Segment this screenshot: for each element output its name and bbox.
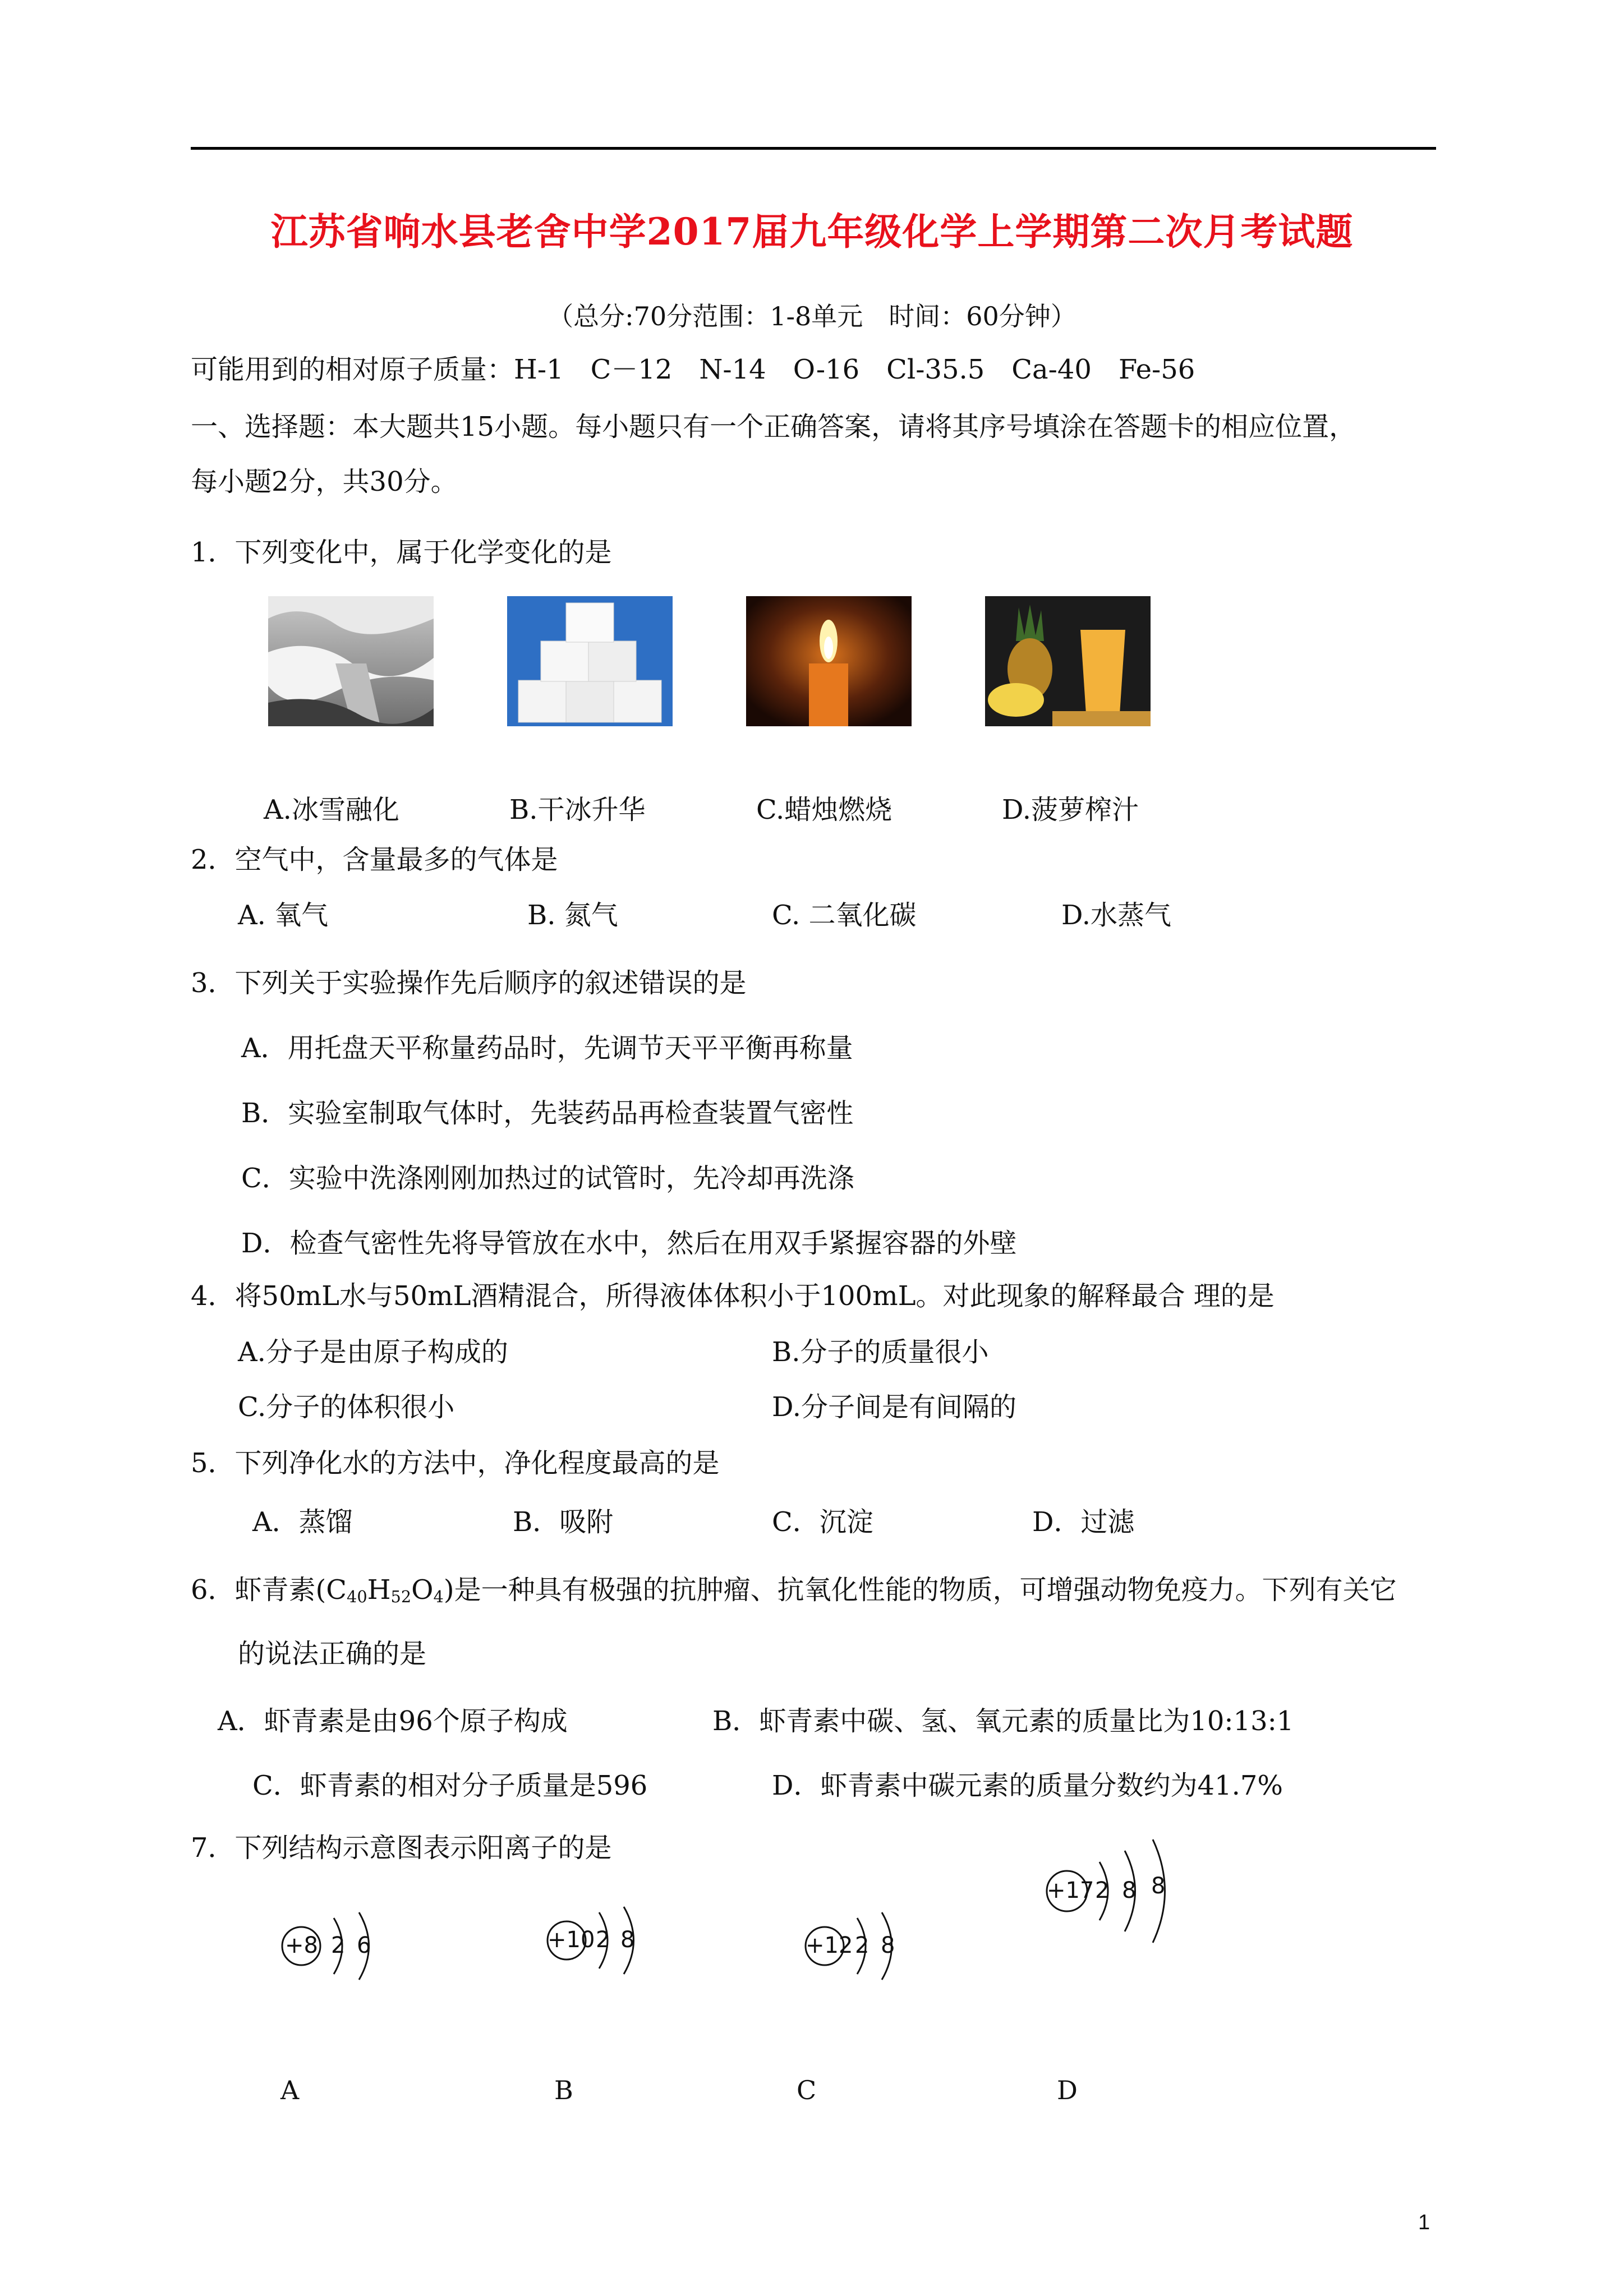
- q1-option-d: D.菠萝榨汁: [1002, 794, 1139, 826]
- shell-electrons: 8: [620, 1927, 635, 1953]
- q6-option-a: A．虾青素是由96个原子构成: [218, 1705, 568, 1737]
- atom-diagram-label-a: A: [280, 2075, 300, 2105]
- shell-electrons: 2: [596, 1927, 610, 1953]
- q3-option-d: D．检查气密性先将导管放在水中，然后在用双手紧握容器的外壁: [241, 1228, 1017, 1259]
- nucleus-charge: +17: [1047, 1878, 1094, 1903]
- q6-stem-line2: 的说法正确的是: [238, 1638, 427, 1670]
- exam-subtitle: （总分:70分范围：1-8单元 时间：60分钟）: [548, 301, 1076, 331]
- nucleus-charge: +12: [806, 1933, 853, 1958]
- q4-option-c: C.分子的体积很小: [238, 1391, 455, 1423]
- q7-stem: 7．下列结构示意图表示阳离子的是: [191, 1832, 612, 1864]
- shell-electrons: 2: [855, 1933, 869, 1958]
- q2-option-a: A. 氧气: [238, 900, 329, 931]
- shell-electrons: 8: [1122, 1878, 1137, 1903]
- q5-option-c: C．沉淀: [772, 1506, 873, 1538]
- q6-option-b: B．虾青素中碳、氢、氧元素的质量比为10:13:1: [712, 1705, 1294, 1737]
- header-rule: [191, 147, 1436, 150]
- q1-option-c: C.蜡烛燃烧: [756, 794, 892, 826]
- q4-option-d: D.分子间是有间隔的: [772, 1391, 1017, 1423]
- atom-diagram-c: [797, 1896, 920, 1997]
- atomic-mass-line: 可能用到的相对原子质量：H-1 C－12 N-14 O-16 Cl-35.5 Ca-40 Fe-56: [191, 354, 1195, 385]
- q6-o: O: [411, 1574, 434, 1606]
- atom-diagram-label-b: B: [554, 2075, 573, 2105]
- exam-title: 江苏省响水县老舍中学2017届九年级化学上学期第二次月考试题: [270, 210, 1354, 253]
- page-number: 1: [1418, 2211, 1430, 2234]
- burning-candle-photo: [746, 596, 912, 726]
- q3-option-a: A．用托盘天平称量药品时，先调节天平平衡再称量: [241, 1032, 853, 1064]
- q5-stem: 5．下列净化水的方法中，净化程度最高的是: [191, 1447, 720, 1479]
- nucleus-charge: +10: [548, 1927, 595, 1953]
- q4-option-b: B.分子的质量很小: [772, 1336, 989, 1368]
- q4-stem: 4．将50mL水与50mL酒精混合，所得液体体积小于100mL。对此现象的解释最合 理的是: [191, 1280, 1275, 1312]
- shell-electrons: 2: [331, 1933, 346, 1958]
- section1-line1: 一、选择题：本大题共15小题。每小题只有一个正确答案，请将其序号填涂在答题卡的相应位置，: [191, 411, 1356, 442]
- q6-stem-suffix: )是一种具有极强的抗肿瘤、抗氧化性能的物质，可增强动物免疫力。下列有关它: [443, 1574, 1397, 1606]
- q5-option-d: D．过滤: [1032, 1506, 1135, 1538]
- shell-electrons: 2: [1095, 1878, 1110, 1903]
- q6-option-d: D．虾青素中碳元素的质量分数约为41.7%: [772, 1770, 1283, 1801]
- atom-diagram-d: [1038, 1828, 1206, 1952]
- q1-stem: 1．下列变化中，属于化学变化的是: [191, 537, 612, 568]
- q3-option-b: B．实验室制取气体时，先装药品再检查装置气密性: [241, 1098, 854, 1129]
- q6-sub-c: 40: [347, 1587, 367, 1606]
- nucleus-charge: +8: [285, 1933, 318, 1958]
- ice-snow-melting-photo: [268, 596, 434, 726]
- pineapple-juice-photo: [985, 596, 1151, 726]
- q6-sub-o: 4: [433, 1587, 444, 1606]
- q2-stem: 2．空气中，含量最多的气体是: [191, 844, 558, 875]
- shell-electrons: 6: [357, 1933, 371, 1958]
- q2-option-c: C. 二氧化碳: [772, 900, 917, 931]
- q5-option-b: B．吸附: [513, 1506, 614, 1538]
- q6-stem: [191, 1568, 1397, 1607]
- q1-option-a: A.冰雪融化: [264, 794, 399, 826]
- q3-option-c: C．实验中洗涤刚刚加热过的试管时，先冷却再洗涤: [241, 1163, 854, 1194]
- q6-h: H: [367, 1574, 391, 1606]
- q6-sub-h: 52: [390, 1587, 412, 1606]
- q6-option-c: C．虾青素的相对分子质量是596: [252, 1770, 648, 1801]
- q2-option-d: D.水蒸气: [1061, 900, 1172, 931]
- q4-option-a: A.分子是由原子构成的: [238, 1336, 508, 1368]
- q3-stem: 3．下列关于实验操作先后顺序的叙述错误的是: [191, 967, 747, 999]
- q5-option-a: A．蒸馏: [252, 1506, 353, 1538]
- q2-option-b: B. 氮气: [527, 900, 618, 931]
- shell-electrons: 8: [1151, 1873, 1166, 1899]
- atom-diagram-b: [539, 1890, 662, 1991]
- atom-diagram-a: [275, 1896, 398, 1997]
- dry-ice-blocks-photo: [507, 596, 673, 726]
- q1-option-b: B.干冰升华: [509, 794, 646, 826]
- shell-electrons: 8: [881, 1933, 895, 1958]
- atom-diagram-label-d: D: [1057, 2075, 1078, 2105]
- q6-stem-prefix: 6．虾青素(C: [191, 1574, 347, 1606]
- atom-diagram-label-c: C: [797, 2075, 817, 2105]
- section1-line2: 每小题2分，共30分。: [191, 466, 458, 497]
